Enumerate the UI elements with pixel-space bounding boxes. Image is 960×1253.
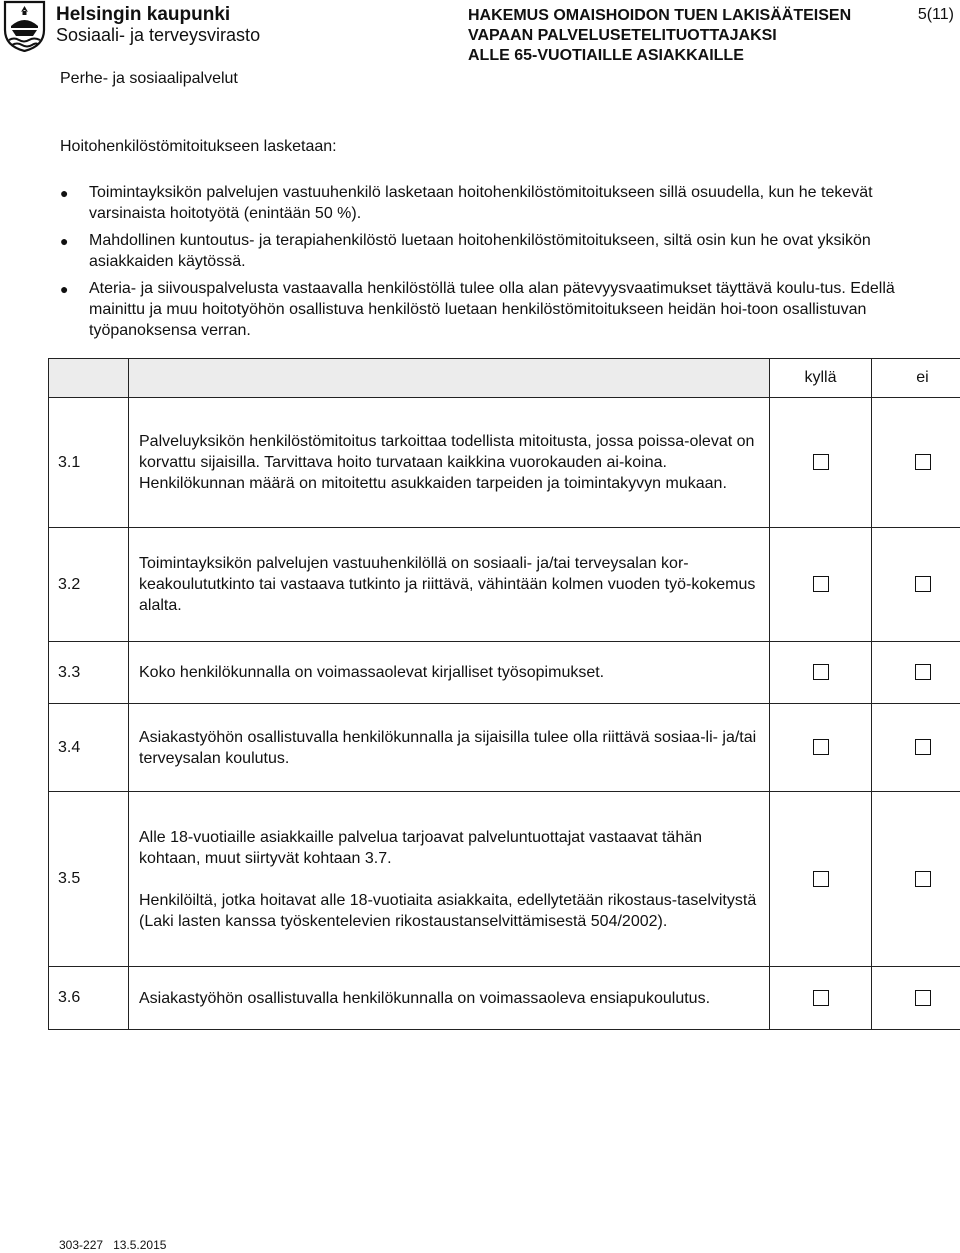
bullet-list [60, 182, 940, 347]
title-line: VAPAAN PALVELUSETELITUOTTAJAKSI [468, 27, 777, 44]
header-blank-cell [49, 359, 129, 398]
document-footer [59, 1238, 166, 1252]
organization-name: Helsingin kaupunki [56, 4, 231, 25]
document-code: 303-227 [59, 1238, 104, 1252]
helsinki-crest-icon [3, 0, 46, 52]
document-date: 13.5.2015 [113, 1238, 167, 1252]
yes-checkbox-cell [770, 792, 872, 967]
bullet-text: Ateria- ja siivouspalvelusta vastaavalla henkilöstöllä tulee olla alan pätevyysvaatimukset täyttävä koulu-tus. Edellä mainittu ja muu hoitotyöhön osallistuva henkilöstö luetaan henkilöstömitoitukseen heidän hoi-toon osallistuvan työpanoksensa verran. [89, 280, 895, 339]
no-checkbox-cell [872, 642, 960, 704]
yes-checkbox[interactable] [813, 664, 829, 680]
no-checkbox[interactable] [915, 990, 931, 1006]
requirement-text: Koko henkilökunnalla on voimassaolevat kirjalliset työsopimukset. [129, 642, 770, 704]
row-number: 3.3 [49, 642, 129, 704]
no-checkbox[interactable] [915, 454, 931, 470]
yes-checkbox[interactable] [813, 454, 829, 470]
yes-checkbox-cell [770, 704, 872, 792]
no-checkbox-cell [872, 398, 960, 528]
no-checkbox-cell [872, 704, 960, 792]
header-blank-cell [129, 359, 770, 398]
row-number: 3.4 [49, 704, 129, 792]
title-line: HAKEMUS OMAISHOIDON TUEN LAKISÄÄTEISEN [468, 7, 852, 24]
section-heading: Hoitohenkilöstömitoitukseen lasketaan: [60, 138, 337, 155]
yes-checkbox-cell [770, 967, 872, 1030]
yes-checkbox-cell [770, 642, 872, 704]
column-header-yes: kyllä [770, 359, 872, 398]
requirement-paragraph: Alle 18-vuotiaille asiakkaille palvelua tarjoavat palveluntuottajat vastaavat tähän kohtaan, muut siirtyvät kohtaan 3.7. [139, 828, 703, 867]
bullet-item [60, 230, 940, 272]
bullet-icon: ● [60, 185, 69, 201]
organization-unit: Sosiaali- ja terveysvirasto [56, 25, 261, 45]
title-line: ALLE 65-VUOTIAILLE ASIAKKAILLE [468, 47, 744, 64]
no-checkbox[interactable] [915, 871, 931, 887]
bullet-icon: ● [60, 233, 69, 249]
requirements-table [48, 358, 960, 1030]
requirement-paragraph: Henkilöiltä, jotka hoitavat alle 18-vuotiaita asiakkaita, edellytetään rikostaus-taselvitystä (Laki lasten kanssa työskentelevien rikostaustanselvittämisestä 504/2002). [139, 891, 757, 930]
requirement-text: Asiakastyöhön osallistuvalla henkilökunnalla on voimassaoleva ensiapukoulutus. [129, 967, 770, 1030]
yes-checkbox[interactable] [813, 739, 829, 755]
document-title [468, 6, 851, 66]
table-row [49, 792, 960, 967]
no-checkbox[interactable] [915, 664, 931, 680]
department-name: Perhe- ja sosiaalipalvelut [60, 70, 238, 87]
no-checkbox[interactable] [915, 739, 931, 755]
table-row [49, 704, 960, 792]
requirement-text: Toimintayksikön palvelujen vastuuhenkilöllä on sosiaali- ja/tai terveysalan kor-keakoulututkinto tai vastaava tutkinto ja riittävä, vähintään kolmen vuoden työ-kokemus alalta. [129, 528, 770, 642]
yes-checkbox[interactable] [813, 990, 829, 1006]
requirement-text [129, 792, 770, 967]
bullet-icon: ● [60, 281, 69, 297]
column-header-no: ei [872, 359, 960, 398]
bullet-item [60, 278, 940, 341]
yes-checkbox-cell [770, 528, 872, 642]
yes-checkbox[interactable] [813, 871, 829, 887]
requirement-text: Palveluyksikön henkilöstömitoitus tarkoittaa todellista mitoitusta, jossa poissa-olevat on korvattu sijaisilla. Tarvittava hoito turvataan kaikkina vuorokauden ai-koina. Henkilökunnan määrä on mitoitettu asukkaiden tarpeiden ja toimintakyvyn mukaan. [129, 398, 770, 528]
row-number: 3.2 [49, 528, 129, 642]
table-row [49, 642, 960, 704]
no-checkbox-cell [872, 792, 960, 967]
table-row [49, 398, 960, 528]
row-number: 3.5 [49, 792, 129, 967]
no-checkbox[interactable] [915, 576, 931, 592]
row-number: 3.6 [49, 967, 129, 1030]
table-header-row [49, 359, 960, 398]
no-checkbox-cell [872, 967, 960, 1030]
bullet-text: Toimintayksikön palvelujen vastuuhenkilö lasketaan hoitohenkilöstömitoitukseen sillä osuudella, kun he tekevät varsinaista hoitotyötä (enintään 50 %). [89, 184, 873, 222]
page-number: 5(11) [917, 6, 954, 23]
yes-checkbox-cell [770, 398, 872, 528]
yes-checkbox[interactable] [813, 576, 829, 592]
row-number: 3.1 [49, 398, 129, 528]
bullet-text: Mahdollinen kuntoutus- ja terapiahenkilöstö luetaan hoitohenkilöstömitoitukseen, siltä osin kun he ovat yksikön asiakkaiden käytössä. [89, 232, 871, 270]
no-checkbox-cell [872, 528, 960, 642]
table-row [49, 967, 960, 1030]
table-row [49, 528, 960, 642]
bullet-item [60, 182, 940, 224]
requirement-text: Asiakastyöhön osallistuvalla henkilökunnalla ja sijaisilla tulee olla riittävä sosiaa-li- ja/tai terveysalan koulutus. [129, 704, 770, 792]
